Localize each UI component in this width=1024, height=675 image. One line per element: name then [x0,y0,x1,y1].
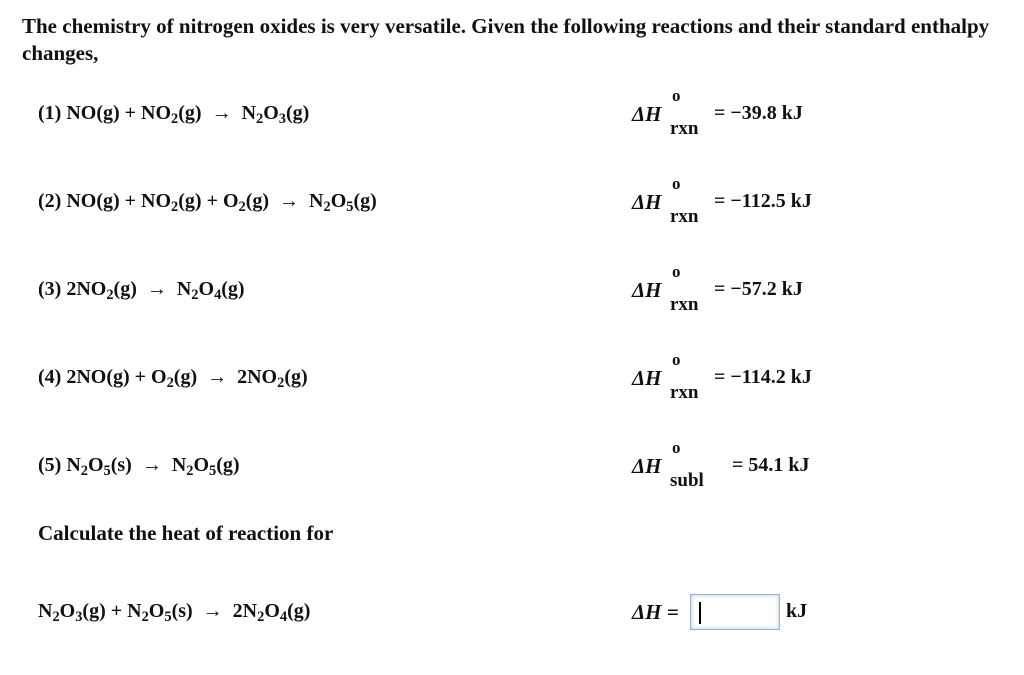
standard-degree-symbol: o [672,174,681,193]
text-caret [699,602,701,624]
enthalpy-value: = −114.2 kJ [714,366,812,388]
delta-h-symbol: ΔH [632,190,662,214]
reaction-equation: (5) $N_2O_5(s) \to N_2O_5(g)$ [38,454,240,480]
delta-h-symbol: ΔH [632,454,662,478]
standard-degree-symbol: o [672,350,681,369]
reaction-row [0,262,1024,332]
reaction-equation: (2) $NO(g) + NO_2(g) + O_2(g) \to N_2O_5(g)$ [38,190,377,216]
standard-degree-symbol: o [672,262,681,281]
enthalpy-value: = −57.2 kJ [714,278,803,300]
reaction-row [0,350,1024,420]
target-equation: $N_2O_3(g) + N_2O_5(s) \to 2N_2O_4(g)$ [38,600,311,626]
unit-label: kJ [786,600,808,622]
delta-h-symbol: ΔH [632,102,662,126]
reaction-row [0,174,1024,244]
reaction-equation: (3) $2NO_2(g) \to N_2O_4(g)$ [38,278,245,304]
delta-h-subscript: subl [670,470,704,491]
standard-degree-symbol: o [672,438,681,457]
reaction-row [0,86,1024,156]
delta-h-symbol: ΔH [632,278,662,302]
answer-input[interactable] [690,594,780,630]
enthalpy-value: = −112.5 kJ [714,190,812,212]
calculate-prompt: Calculate the heat of reaction for [38,521,334,545]
delta-h-subscript: rxn [670,382,699,403]
delta-h-subscript: rxn [670,206,699,227]
standard-degree-symbol: o [672,86,681,105]
problem-intro: The chemistry of nitrogen oxides is very versatile. Given the following reactions and their standard enthalpy changes, [22,14,990,65]
enthalpy-value: = −39.8 kJ [714,102,803,124]
target-reaction-row [0,596,1024,656]
delta-h-label: ΔH = [632,600,679,624]
delta-h-symbol: ΔH [632,366,662,390]
reaction-equation: (1) $NO(g) + NO_2(g) \to N_2O_3(g)$ [38,102,310,128]
reaction-row [0,438,1024,508]
enthalpy-value: = 54.1 kJ [732,454,810,476]
delta-h-subscript: rxn [670,118,699,139]
reaction-equation: (4) $2NO(g) + O_2(g) \to 2NO_2(g)$ [38,366,308,392]
delta-h-subscript: rxn [670,294,699,315]
